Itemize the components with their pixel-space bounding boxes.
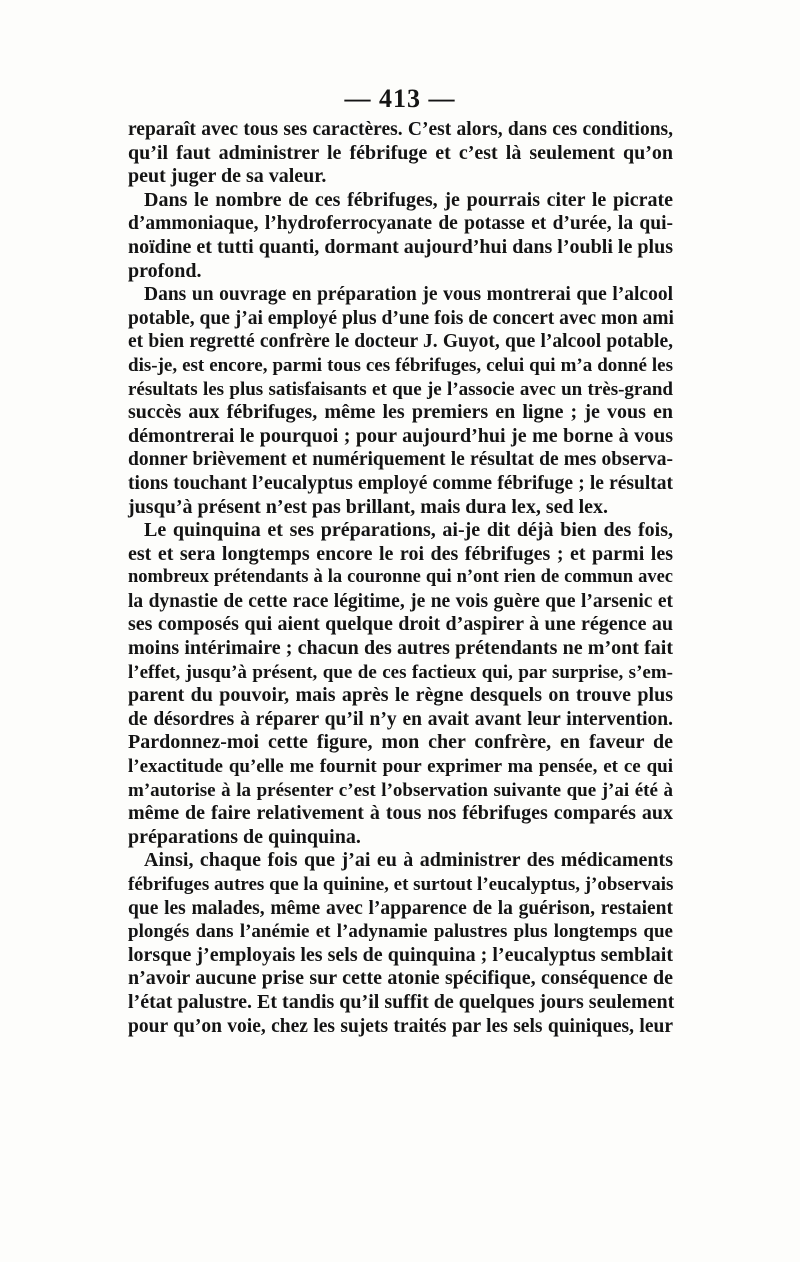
text-line: potable, que j’ai employé plus d’une fois de concert avec mon ami bbox=[128, 307, 674, 329]
text-line: parent du pouvoir, mais après le règne desquels on trouve plus bbox=[128, 684, 673, 707]
body-text bbox=[128, 118, 673, 1038]
text-line: est et sera longtemps encore le roi des fébrifuges ; et parmi les bbox=[128, 542, 673, 565]
text-line: de désordres à réparer qu’il n’y en avait avant leur intervention. bbox=[128, 708, 673, 730]
text-line: Le quinquina et ses préparations, ai-je dit déjà bien des fois, bbox=[144, 519, 673, 542]
text-line: même de faire relativement à tous nos fébrifuges comparés aux bbox=[128, 802, 673, 825]
text-line: noïdine et tutti quanti, dormant aujourd’hui dans l’oubli le plus bbox=[128, 235, 673, 258]
text-line: Dans un ouvrage en préparation je vous montrerai que l’alcool bbox=[144, 284, 673, 306]
text-line: tions touchant l’eucalyptus employé comme fébrifuge ; le résultat bbox=[128, 472, 673, 494]
text-line: l’exactitude qu’elle me fournit pour exprimer ma pensée, et ce qui bbox=[128, 756, 673, 778]
text-line: moins intérimaire ; chacun des autres prétendants ne m’ont fait bbox=[128, 637, 673, 660]
text-line: l’état palustre. Et tandis qu’il suffit de quelques jours seulement bbox=[128, 990, 675, 1013]
text-line: m’autorise à la présenter c’est l’observation suivante que j’ai été à bbox=[128, 779, 673, 801]
text-line: l’effet, jusqu’à présent, que de ces factieux qui, par surprise, s’em- bbox=[128, 661, 673, 683]
text-line: résultats les plus satisfaisants et que je l’associe avec un très-grand bbox=[128, 378, 673, 400]
text-line: succès aux fébrifuges, même les premiers en ligne ; je vous en bbox=[128, 401, 673, 424]
page-number: — 413 — bbox=[344, 84, 456, 113]
text-line: qu’il faut administrer le fébrifuge et c’est là seulement qu’on bbox=[128, 141, 673, 164]
text-line: démontrerai le pourquoi ; pour aujourd’hui je me borne à vous bbox=[128, 424, 673, 447]
text-line: n’avoir aucune prise sur cette atonie spécifique, conséquence de bbox=[128, 967, 673, 990]
text-line: lorsque j’employais les sels de quinquina ; l’eucalyptus semblait bbox=[128, 943, 673, 966]
text-line: Pardonnez-moi cette figure, mon cher confrère, en faveur de bbox=[128, 731, 673, 754]
text-line: profond. bbox=[128, 259, 202, 282]
text-line: nombreux prétendants à la couronne qui n’ont rien de commun avec bbox=[128, 567, 673, 588]
text-line: la dynastie de cette race légitime, je ne vois guère que l’arsenic et bbox=[128, 590, 673, 612]
text-line: dis-je, est encore, parmi tous ces fébrifuges, celui qui m’a donné les bbox=[128, 354, 673, 376]
text-line: peut juger de sa valeur. bbox=[128, 165, 327, 188]
text-line: ses composés qui aient quelque droit d’aspirer à une régence au bbox=[128, 613, 673, 636]
text-line: jusqu’à présent n’est pas brillant, mais dura lex, sed lex. bbox=[128, 495, 609, 518]
text-line: reparaît avec tous ses caractères. C’est alors, dans ces conditions, bbox=[128, 119, 673, 140]
text-line: que les malades, même avec l’apparence de la guérison, restaient bbox=[128, 897, 673, 919]
text-line: préparations de quinquina. bbox=[128, 825, 361, 848]
text-line: fébrifuges autres que la quinine, et surtout l’eucalyptus, j’observais bbox=[128, 874, 674, 895]
text-line: et bien regretté confrère le docteur J. Guyot, que l’alcool potable, bbox=[128, 331, 673, 353]
text-line: d’ammoniaque, l’hydroferrocyanate de potasse et d’urée, la qui- bbox=[128, 213, 673, 235]
text-line: donner brièvement et numériquement le résultat de mes observa- bbox=[128, 449, 673, 471]
text-line: Ainsi, chaque fois que j’ai eu à administrer des médicaments bbox=[144, 849, 673, 872]
text-line: Dans le nombre de ces fébrifuges, je pourrais citer le picrate bbox=[144, 188, 673, 211]
text-line: plongés dans l’anémie et l’adynamie palustres plus longtemps que bbox=[128, 921, 673, 943]
text-line: pour qu’on voie, chez les sujets traités par les sels quiniques, leur bbox=[128, 1015, 673, 1037]
